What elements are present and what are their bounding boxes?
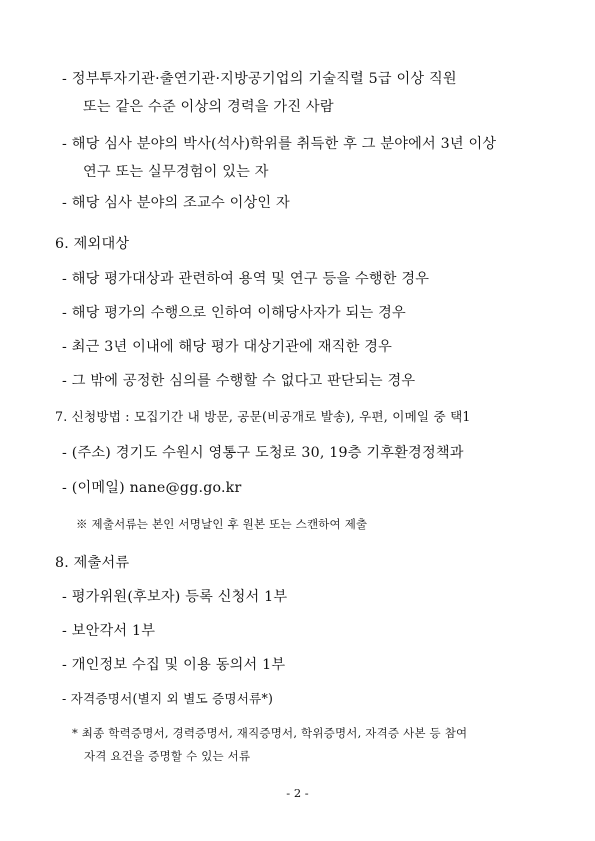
exclusion-item-4: - 그 밖에 공정한 심의를 수행할 수 없다고 판단되는 경우 <box>62 373 416 389</box>
footnote-line-1: * 최종 학력증명서, 경력증명서, 재직증명서, 학위증명서, 자격증 사본 등 참여 <box>72 726 468 740</box>
exclusion-item-2: - 해당 평가의 수행으로 인하여 이해당사자가 되는 경우 <box>62 305 406 321</box>
eligibility-item-3: - 해당 심사 분야의 조교수 이상인 자 <box>62 195 290 211</box>
document-item-3: - 개인정보 수집 및 이용 동의서 1부 <box>62 657 286 673</box>
exclusion-item-1: - 해당 평가대상과 관련하여 용역 및 연구 등을 수행한 경우 <box>62 271 430 287</box>
document-item-2: - 보안각서 1부 <box>62 623 156 639</box>
eligibility-item-1-cont: 또는 같은 수준 이상의 경력을 가진 사람 <box>83 99 334 115</box>
submission-note: ※ 제출서류는 본인 서명날인 후 원본 또는 스캔하여 제출 <box>76 517 368 531</box>
eligibility-item-2: - 해당 심사 분야의 박사(석사)학위를 취득한 후 그 분야에서 3년 이상 <box>62 136 497 152</box>
exclusion-item-3: - 최근 3년 이내에 해당 평가 대상기관에 재직한 경우 <box>62 339 393 355</box>
section-6-heading: 6. 제외대상 <box>55 236 130 252</box>
document-item-4: - 자격증명서(별지 외 별도 증명서류*) <box>62 691 274 706</box>
section-7-heading: 7. 신청방법 : 모집기간 내 방문, 공문(비공개로 발송), 우편, 이메일 중 택1 <box>55 409 471 424</box>
page-number: - 2 - <box>286 786 309 800</box>
footnote-line-2: 자격 요건을 증명할 수 있는 서류 <box>84 749 251 763</box>
document-item-1: - 평가위원(후보자) 등록 신청서 1부 <box>62 589 288 605</box>
eligibility-item-2-cont: 연구 또는 실무경험이 있는 자 <box>83 164 269 180</box>
application-email: - (이메일) nane@gg.go.kr <box>62 480 242 496</box>
application-address: - (주소) 경기도 수원시 영통구 도청로 30, 19층 기후환경정책과 <box>62 445 464 461</box>
eligibility-item-1: - 정부투자기관·출연기관·지방공기업의 기술직렬 5급 이상 직원 <box>62 71 457 87</box>
section-8-heading: 8. 제출서류 <box>55 555 130 571</box>
